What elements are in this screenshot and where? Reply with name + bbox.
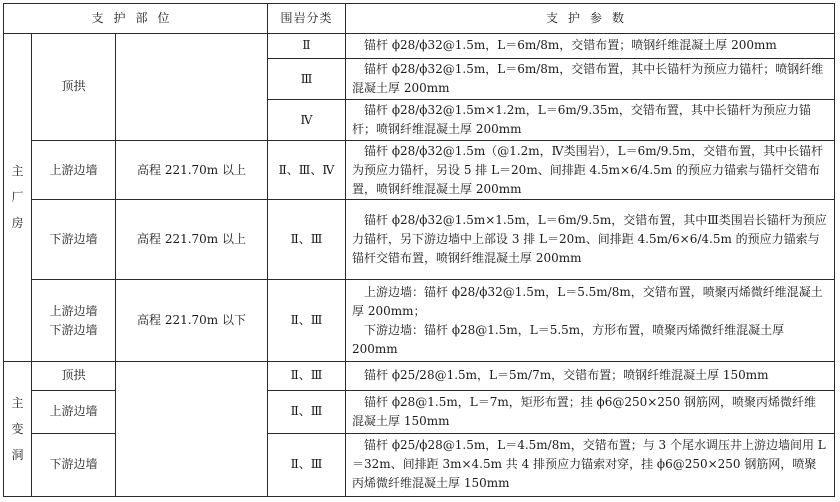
elevation-cell: [116, 361, 268, 496]
param-cell: 锚杆 ϕ28/ϕ32@1.5m×1.5m，L＝6m/9.5m，交错布置，其中Ⅲ类围岩长锚杆为预应力锚杆，另下游边墙中上部设 3 排 L＝20m、间排距 4.5m/6×6/4.5m 的预应力锚索与锚杆交错布置，喷钢纤维混凝土厚 200mm: [346, 200, 835, 280]
support-parameters-table: [3, 3, 835, 497]
part-cell: 顶拱: [32, 361, 116, 390]
part-cell: 上游边墙 下游边墙: [32, 280, 116, 362]
elevation-cell: 高程 221.70m 以上: [116, 200, 268, 280]
rock-class-cell: Ⅱ、Ⅲ: [268, 390, 346, 433]
table-row: [4, 33, 835, 59]
table-header-row: [4, 4, 835, 34]
rock-class-cell: Ⅳ: [268, 100, 346, 141]
part-cell: 上游边墙: [32, 390, 116, 433]
group-main-powerhouse: 主厂房: [4, 33, 32, 361]
table-row: [4, 280, 835, 362]
group-transformer-cavern: 主变洞: [4, 361, 32, 496]
param-cell: 锚杆 ϕ28/ϕ32@1.5m，L＝6m/8m，交错布置；喷钢纤维混凝土厚 200mm: [346, 33, 835, 59]
elevation-cell: 高程 221.70m 以上: [116, 141, 268, 200]
table-row: [4, 361, 835, 390]
param-downstream: 下游边墙：锚杆 ϕ28@1.5m，L＝5.5m，方形布置，喷聚丙烯微纤维混凝土厚 200mm: [352, 322, 785, 356]
param-cell: 锚杆 ϕ28/ϕ32@1.5m（@1.2m，Ⅳ类围岩），L＝6m/9.5m，交错布置，其中长锚杆为预应力锚杆，另设 5 排 L＝20m、间排距 4.5m×6/4.5m 的预应力锚索与锚杆交错布置，喷钢纤维混凝土厚 200mm: [346, 141, 835, 200]
param-cell: [346, 280, 835, 362]
elevation-cell: 高程 221.70m 以下: [116, 280, 268, 362]
param-cell: 锚杆 ϕ28/ϕ32@1.5m×1.2m，L＝6m/9.35m，交错布置，其中长锚杆为预应力锚杆；喷钢纤维混凝土厚 200mm: [346, 100, 835, 141]
part-cell: 下游边墙: [32, 200, 116, 280]
param-cell: 锚杆 ϕ28@1.5m，L＝7m，矩形布置；挂 ϕ6@250×250 钢筋网，喷聚丙烯微纤维混凝土厚 150mm: [346, 390, 835, 433]
header-location: 支护部位: [4, 4, 268, 34]
param-cell: 锚杆 ϕ25/28@1.5m，L＝5m/7m，交错布置；喷钢纤维混凝土厚 150mm: [346, 361, 835, 390]
rock-class-cell: Ⅱ、Ⅲ: [268, 361, 346, 390]
param-cell: 锚杆 ϕ28/ϕ32@1.5m，L＝6m/8m，交错布置，其中长锚杆为预应力锚杆；喷钢纤维混凝土厚 200mm: [346, 59, 835, 100]
part-cell: 下游边墙: [32, 433, 116, 497]
part-cell: 上游边墙: [32, 141, 116, 200]
header-rock-class: 围岩分类: [268, 4, 346, 34]
table-row: [4, 141, 835, 200]
param-upstream: 上游边墙：锚杆 ϕ28/ϕ32@1.5m，L＝5.5m/8m，交错布置，喷聚丙烯微纤维混凝土厚 200mm；: [352, 284, 823, 318]
rock-class-cell: Ⅲ: [268, 59, 346, 100]
rock-class-cell: Ⅱ、Ⅲ、Ⅳ: [268, 141, 346, 200]
rock-class-cell: Ⅱ、Ⅲ: [268, 280, 346, 362]
rock-class-cell: Ⅱ、Ⅲ: [268, 200, 346, 280]
rock-class-cell: Ⅱ、Ⅲ: [268, 433, 346, 497]
table-row: [4, 200, 835, 280]
part-cell: 顶拱: [32, 33, 116, 140]
rock-class-cell: Ⅱ: [268, 33, 346, 59]
param-cell: 锚杆 ϕ25/ϕ28@1.5m，L＝4.5m/8m，交错布置；与 3 个尾水调压井上游边墙间用 L＝32m、间排距 3m×4.5m 共 4 排预应力锚索对穿，挂 ϕ6@250×250 钢筋网，喷聚丙烯微纤维混凝土厚 150mm: [346, 433, 835, 497]
header-parameters: 支护参数: [346, 4, 835, 34]
elevation-cell: [116, 33, 268, 140]
